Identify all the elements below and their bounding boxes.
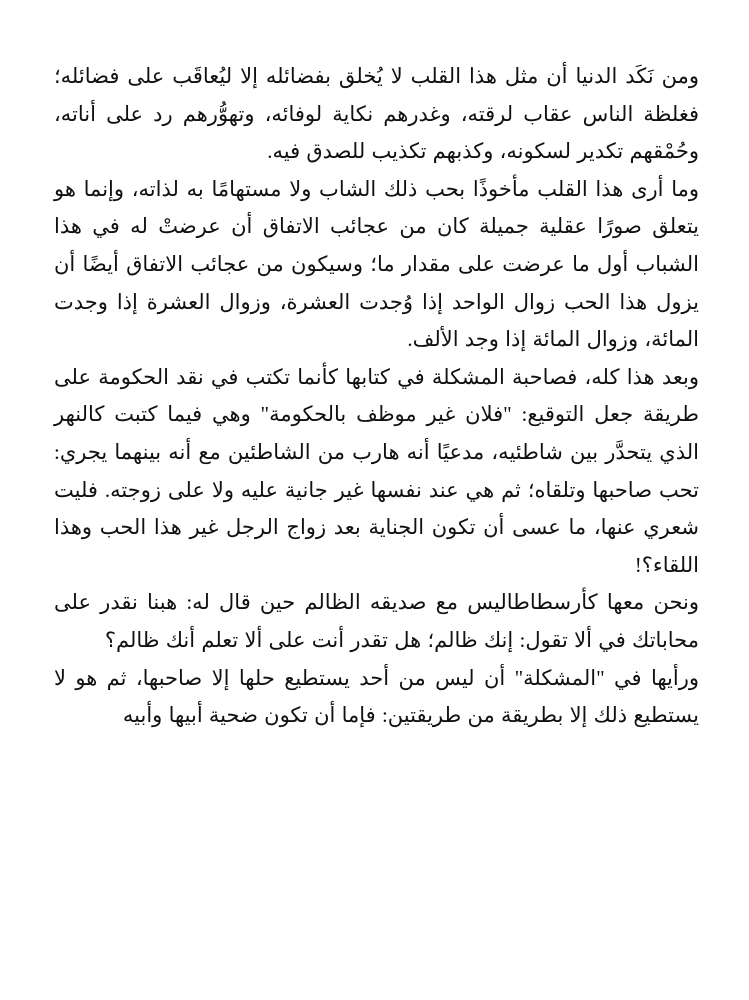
paragraph-1: ومن نَكَد الدنيا أن مثل هذا القلب لا يُخلق بفضائله إلا ليُعاقَب على فضائله؛ فغلظة الناس عقاب لرقته، وغدرهم نكاية لوفائه، وتهوُّرهم رد على أناته، وحُمْقهم تكدير لسكونه، وكذبهم تكذيب للصدق فيه. xyxy=(54,64,699,164)
paragraph-2: وما أرى هذا القلب مأخوذًا بحب ذلك الشاب ولا مستهامًا به لذاته، وإنما هو يتعلق صورًا عقلية جميلة كان من عجائب الاتفاق أن عرضتْ له في هذا الشباب أول ما عرضت على مقدار ما؛ وسيكون من عجائب الاتفاق أيضًا أن يزول هذا الحب زوال الواحد إذا وُجدت العشرة، وزوال العشرة إذا وجدت المائة، وزوال المائة إذا وجد الألف. xyxy=(54,176,699,352)
paragraph-3: وبعد هذا كله، فصاحبة المشكلة في كتابها كأنما تكتب في نقد الحكومة على طريقة جعل التوقيع: "فلان غير موظف بالحكومة" وهي فيما كتبت كالنهر الذي يتحدَّر بين شاطئيه، مدعيًا أنه هارب من الشاطئين مع أنه بينهما يجري: تحب صاحبها وتلقاه؛ ثم هي عند نفسها غير جانية عليه ولا على زوجته. فليت شعري عنها، ما عسى أن تكون الجناية بعد زواج الرجل غير هذا الحب وهذا اللقاء؟! xyxy=(54,364,699,577)
paragraph-4: ونحن معها كأرسطاطاليس مع صديقه الظالم حين قال له: هبنا نقدر على محاباتك في ألا تقول: إنك ظالم؛ هل تقدر أنت على ألا تعلم أنك ظالم؟ xyxy=(54,590,699,652)
paragraph-5: ورأيها في "المشكلة" أن ليس من أحد يستطيع حلها إلا صاحبها، ثم هو لا يستطيع ذلك إلا بطريقة من طريقتين: فإما أن تكون ضحية أبيها وأبيه xyxy=(54,665,699,728)
